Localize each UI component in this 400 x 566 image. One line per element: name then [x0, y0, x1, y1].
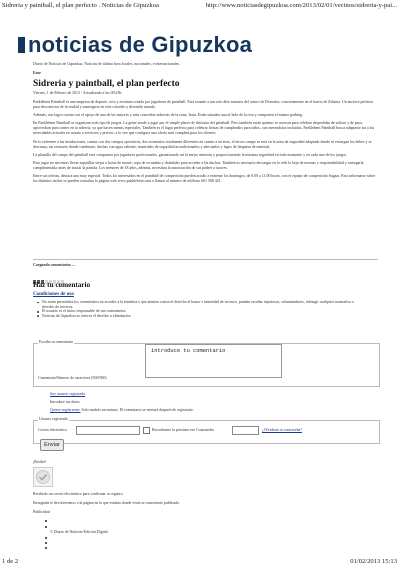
comments-loading-label: Cargando comentarios ...	[33, 263, 75, 267]
loading-indicator	[33, 271, 65, 275]
confirm-registration-text: Recibirás un correo electrónico para confirmar tu registro.	[33, 492, 124, 496]
footer-bullet	[45, 520, 47, 522]
article-paragraph: La plantilla del campo del paintball está compuesta por jugadores profesionales, garantizando así la mejor atención y proporcionando la máxima seguridad en todo momento y en cada uno de los juegos.	[33, 152, 347, 157]
print-datetime: 01/02/2013 15:13	[350, 558, 397, 565]
conditions-title[interactable]: Condiciones de uso	[33, 292, 74, 297]
article-paragraph: Además, con lagos cuenta con el apoyo de una de las mejores y más conocidas sidrerías de la zona, Irain. Están situados una al lado de la otra y comparten el mismo parking.	[33, 113, 304, 118]
divider	[33, 259, 378, 260]
email-label: Correo electrónico	[38, 428, 68, 432]
article-paragraph: Entre sus ofertas, destaca una muy especial. Todos los interesados en el paintball de competición pueden acudir a entrenar los domingos, de 8.00 a 14.00 horas, con el equipo de competición Sugaar. Para informarse sobre los distintos tarifas se pueden consultar la página web www.paeklebeni.com o llamar al número de teléfono 661 568 441.	[33, 174, 376, 184]
rule-item: Noticias de Gipuzkoa se reserva el derecho a eliminarlos.	[36, 314, 366, 319]
forgot-password-link[interactable]: ¿Olvidaste tu contraseña?	[262, 428, 302, 432]
register-note	[50, 408, 194, 412]
article-paragraph: En Paeklebeni Paintball se organizan todo tipo de juegos. La gente acude a jugar por el simple placer de disfrutar del paintball. Pero también están quienes se acercan para celebrar despedidas de soltero y de paso, aprovechan para comer en la sidrería, ya que hacen menús especiales. También es el lugar perfecto para celebrar fiestas de cumpleaños para niños, con merendolas incluidas. Paeklebeni Paintball busca adaptarse así a las necesidades actuales en cuanto a servicios y precios, a lo vez que configura una oferta más completa para los clientes.	[33, 121, 375, 136]
password-input[interactable]	[232, 426, 259, 435]
article-paragraph: Para jugar no necesitas llevar zapatillas viejas o botas de monte, ropa de recambio y chándales para acceder a las duchas. También es necesario descargar en la web la hoja de normas y responsabilidad y entregarla cumplimentada antes de iniciar la partida. Los menores de 18 años, además, necesitan la autorización de sus padres o tutores.	[33, 160, 364, 170]
rule-item: El usuario es el único responsable de sus comentarios.	[36, 309, 366, 314]
article-title: Sidreria y paintball, el plan perfecto	[33, 79, 180, 89]
article-dateline: Viernes, 1 de Febrero de 2013 - Actualizado a las 00:25h	[33, 91, 122, 95]
register-note-text: Solo tendrás un minuto. El comentario se enviará después de registrarte.	[81, 408, 194, 412]
copyright: © Diario de Noticias-Edición Digital	[50, 530, 108, 534]
comment-fieldset-legend: Escribe tu comentario	[39, 340, 74, 344]
textarea-placeholder: introduce tu comentario	[151, 348, 226, 354]
page-indicator: 1 de 2	[2, 558, 19, 565]
logo-mark-icon	[18, 37, 25, 53]
page-url: http://www.noticiasdegipuzkoa.com/2013/02/01/vecinos/sidreria-y-pai...	[205, 2, 397, 9]
char-counter: ComentarioNúmero de caracteres (500/500)	[38, 376, 107, 380]
email-input[interactable]	[76, 426, 140, 435]
intro-data-text: Introduce tus datos.	[50, 400, 81, 404]
footer-bullet	[45, 547, 47, 549]
footer-bullet	[45, 526, 47, 528]
submit-button[interactable]: Enviar	[40, 439, 64, 451]
logo-text: noticias de Gipuzkoa	[28, 32, 253, 57]
rule-item: No están permitidos los comentarios no acordes a la temática o que atenten contra el derecho al honor e intimidad de terceros, puedan resultar injuriosos, calumniadores, infringir cualquier normativa o derecho de terceros.	[36, 300, 366, 309]
captcha-label: ¡Recibe!	[33, 460, 47, 464]
published-label: Publicidad	[33, 510, 50, 514]
captcha-image	[33, 467, 53, 487]
remember-checkbox[interactable]	[143, 427, 150, 434]
checkmark-icon	[34, 468, 52, 486]
document-title: Sidreria y paintball, el plan perfecto . Noticias de Gipuzkoa	[2, 2, 159, 9]
remember-label: Recordarme la próxima vez Contraseña	[152, 428, 214, 432]
comment-heading: Haz tu comentario	[33, 281, 91, 289]
site-tagline: Diario de Noticias de Gipuzkoa. Noticias de última hora locales, nacionales, e internacionales.	[33, 62, 180, 66]
register-link[interactable]: Quiero registrarme.	[50, 408, 81, 412]
article-paragraph: Paeklebeni Paintball es una empresa de deporte, ocio y aventura creada por jugadores de paintball. Está situado a tan solo diez minutos del centro de Donostia, concretamente en el barrio de Zubieta. Un enclave perfecto para desconectar de la ciudad y sumergirse en este colorido y divertido mundo.	[33, 100, 374, 110]
redirect-note: Enseguida te devolveremos a la página en la que estabas donde verás tu comentario publicado	[33, 501, 180, 505]
registered-user-link[interactable]: Soy usuario registrado	[50, 392, 86, 396]
footer-bullet	[45, 537, 47, 539]
section-label[interactable]: Ezor	[33, 71, 41, 75]
comment-textarea[interactable]	[145, 344, 282, 378]
conditions-list	[36, 300, 366, 318]
article-body	[33, 100, 377, 184]
login-fieldset-legend: Usuario registrado	[39, 417, 68, 421]
footer-bullet	[45, 542, 47, 544]
article-paragraph: En lo referente a las instalaciones, cuenta con dos campos operativos, dos escenarios totalmente diferentes en cuanto a tácticas, el tercer campo se está en la zona de seguridad adaptado donde se encargan los bebes y se descansa, un vestuario donde cambiarse, duchas con agua caliente, materiales de seguridad acondicionados y adecuados y lagos de limpieza de material.	[33, 139, 372, 149]
